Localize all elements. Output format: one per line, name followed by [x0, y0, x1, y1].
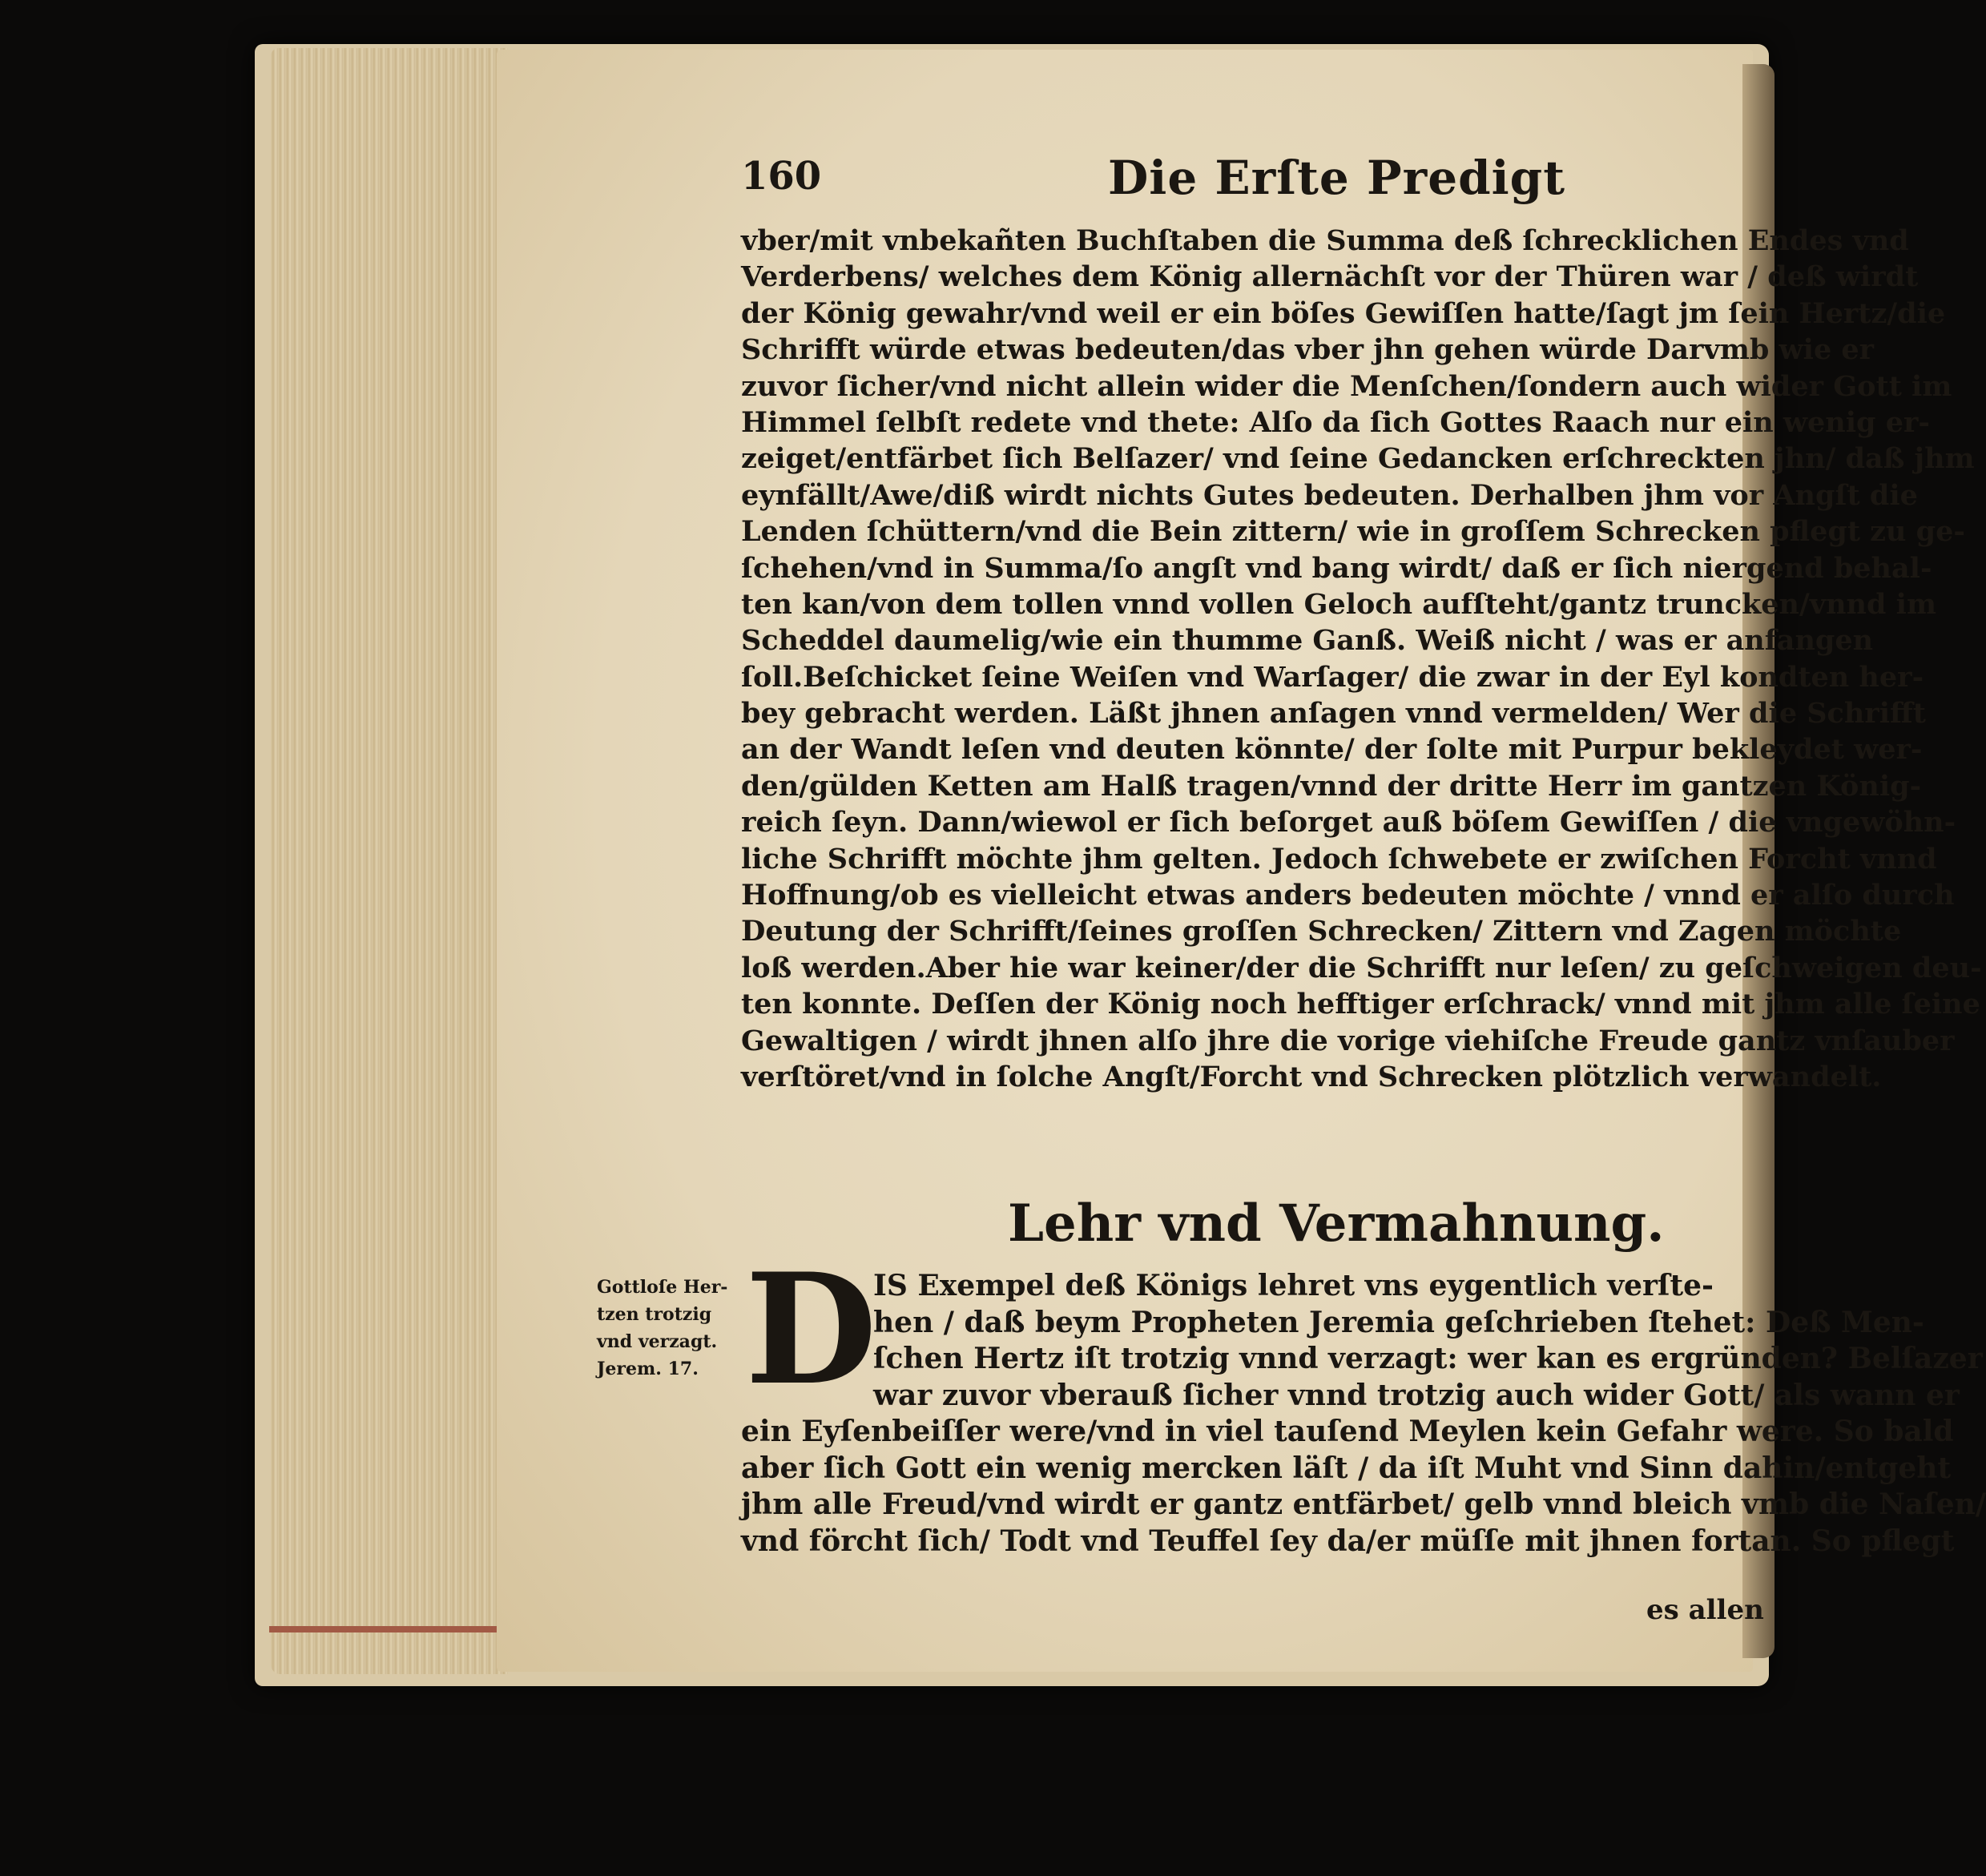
text-line: vnd förcht ſich/ Todt vnd Teuffel ſey da/er müſſe mit jhnen fortan. So pflegt — [741, 1524, 1955, 1558]
text-line: reich ſeyn. Dann/wiewol er ſich beſorget auß böſem Gewiſſen / die vngewöhn- — [741, 806, 1956, 839]
margin-note-line: vnd verzagt. — [597, 1331, 718, 1352]
margin-note-line: tzen trotzig — [597, 1304, 712, 1325]
text-line: der König gewahr/vnd weil er ein böſes Gewiſſen hatte/ſagt jm ſein Hertz/die — [741, 296, 1946, 330]
text-line: jhm alle Freud/vnd wirdt er gantz entfärbet/ gelb vnnd bleich vmb die Naſen/ — [741, 1488, 1986, 1521]
text-line: aber ſich Gott ein wenig mercken läſt / da iſt Muht vnd Sinn dahin/entgeht — [741, 1451, 1952, 1485]
second-paragraph — [741, 1268, 1986, 1560]
text-line: Scheddel daumelig/wie ein thumme Ganß. Weiß nicht / was er anfangen — [741, 624, 1874, 658]
text-line: hen / daß beym Propheten Jeremia geſchrieben ſtehet: Deß Men- — [873, 1305, 1924, 1339]
page-header — [741, 151, 1758, 210]
text-line: liche Schrifft möchte jhm gelten. Jedoch ſchwebete er zwiſchen Forcht vnnd — [741, 842, 1937, 876]
margin-note — [597, 1274, 741, 1383]
text-line: war zuvor vberauß ſicher vnnd trotzig auch wider Gott/ als wann er — [873, 1378, 1960, 1412]
text-line: IS Exempel deß Königs lehret vns eygentlich verſte- — [873, 1269, 1714, 1302]
text-line: ten konnte. Deſſen der König noch hefftiger erſchrack/ vnnd mit jhm alle ſeine — [741, 988, 1980, 1021]
decorated-initial: D — [745, 1240, 877, 1419]
text-line: zuvor ſicher/vnd nicht allein wider die Menſchen/ſondern auch wider Gott im — [741, 369, 1952, 403]
text-line: Hoffnung/ob es vielleicht etwas anders bedeuten möchte / vnnd er alſo durch — [741, 879, 1955, 912]
page-number: 160 — [741, 154, 822, 199]
body-paragraph — [741, 223, 1982, 1095]
text-line: vber/mit vnbekañten Buchſtaben die Summa deß ſchrecklichen Endes vnd — [741, 224, 1909, 257]
text-line: verſtöret/vnd in ſolche Angſt/Forcht vnd Schrecken plötzlich verwandelt. — [741, 1060, 1882, 1093]
text-line: loß werden.Aber hie war keiner/der die Schrifft nur leſen/ zu geſchweigen deu- — [741, 951, 1982, 984]
text-line: Verderbens/ welches dem König allernächſt vor der Thüren war / deß wirdt — [741, 260, 1919, 294]
text-line: ſoll.Beſchicket ſeine Weiſen vnd Warſager/ die zwar in der Eyl kondten her- — [741, 660, 1924, 694]
text-line: bey gebracht werden. Läßt jhnen anſagen vnnd vermelden/ Wer die Schrifft — [741, 697, 1926, 731]
running-head: Die Erſte Predigt — [1108, 151, 1566, 205]
red-edge-stripe — [269, 1626, 502, 1632]
margin-note-line: Gottloſe Her- — [597, 1277, 728, 1298]
text-line: Schrifft würde etwas bedeuten/das vber jhn gehen würde Darvmb wie er — [741, 333, 1875, 367]
text-line: ein Eyſenbeiſſer were/vnd in viel tauſend Meylen kein Gefahr were. So bald — [741, 1415, 1954, 1448]
text-line: ſchehen/vnd in Summa/ſo angſt vnd bang wirdt/ daß er ſich niergend behal- — [741, 551, 1932, 585]
text-line: Himmel ſelbſt redete vnd thete: Alſo da ſich Gottes Raach nur ein wenig er- — [741, 405, 1930, 439]
section-heading: Lehr vnd Vermahnung. — [1008, 1194, 1665, 1254]
page-block-edge — [271, 48, 508, 1674]
text-line: ſchen Hertz iſt trotzig vnnd verzagt: wer kan es ergründen? Belſazer — [873, 1342, 1983, 1375]
text-line: an der Wandt leſen vnd deuten könnte/ der ſolte mit Purpur bekleydet wer- — [741, 733, 1923, 767]
text-line: den/gülden Ketten am Halß tragen/vnnd der dritte Herr im gantzen König- — [741, 769, 1922, 803]
catchword: es allen — [1646, 1594, 1764, 1626]
text-line: Gewaltigen / wirdt jhnen alſo jhre die vorige viehiſche Freude gantz vnſauber — [741, 1024, 1955, 1057]
text-line: Deutung der Schrifft/ſeines groſſen Schrecken/ Zittern vnd Zagen möchte — [741, 915, 1902, 948]
text-line: zeiget/entfärbet ſich Belſazer/ vnd ſeine Gedancken erſchreckten jhn/ daß jhm — [741, 442, 1975, 476]
text-line: Lenden ſchüttern/vnd die Bein zittern/ wie in groſſem Schrecken pflegt zu ge- — [741, 515, 1965, 549]
text-line: eynfällt/Awe/diß wirdt nichts Gutes bedeuten. Derhalben jhm vor Angſt die — [741, 478, 1918, 512]
margin-note-line: Jerem. 17. — [597, 1359, 699, 1379]
text-line: ten kan/von dem tollen vnnd vollen Geloch aufſteht/gantz truncken/vnnd im — [741, 587, 1936, 621]
